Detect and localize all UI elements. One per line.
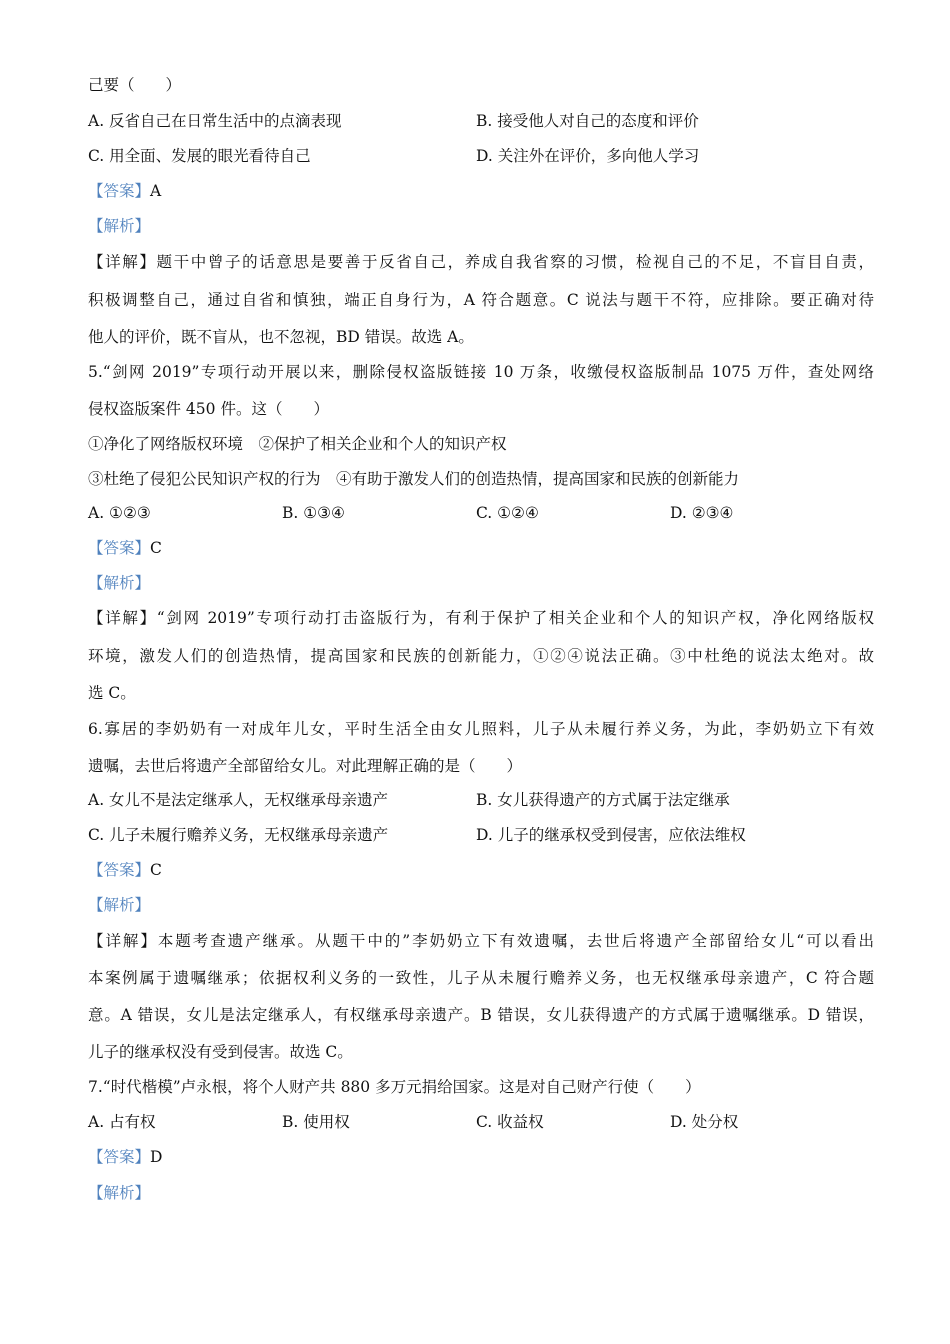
q4-answer-line (88, 180, 161, 202)
q7-option-d: D. 处分权 (670, 1113, 739, 1131)
q6-detail-line-1: 【详解】本题考查遗产继承。从题干中的”李奶奶立下有效遗嘱，去世后将遗产全部留给女儿“可以看出 (88, 932, 874, 950)
q7-stem: 7.“时代楷模”卢永根，将个人财产共 880 多万元捐给国家。这是对自己财产行使（ ） (88, 1078, 701, 1096)
q7-option-b: B. 使用权 (282, 1113, 350, 1131)
q6-option-c: C. 儿子未履行赡养义务，无权继承母亲遗产 (88, 826, 389, 844)
q5-stem-line-2: 侵权盗版案件 450 件。这（ ） (88, 400, 329, 418)
detail-label: 【详解】 (88, 932, 158, 950)
q5-statement-line-2: ③杜绝了侵犯公民知识产权的行为 ④有助于激发人们的创造热情，提高国家和民族的创新能力 (88, 470, 740, 488)
detail-label: 【详解】 (88, 609, 157, 627)
q4-option-c: C. 用全面、发展的眼光看待自己 (88, 147, 311, 165)
q5-answer-line (88, 537, 162, 559)
q4-detail-line-3: 他人的评价，既不盲从，也不忽视，BD 错误。故选 A。 (88, 328, 474, 346)
q5-option-c: C. ①②④ (476, 504, 539, 522)
q5-detail-line-3: 选 C。 (88, 684, 136, 702)
detail-label: 【详解】 (88, 253, 157, 271)
q7-answer: D (150, 1148, 163, 1166)
q5-detail-line-1: 【详解】“剑网 2019”专项行动打击盗版行为，有利于保护了相关企业和个人的知识产权，净化网络版权 (88, 609, 874, 627)
q6-option-d: D. 儿子的继承权受到侵害，应依法维权 (476, 826, 746, 844)
q5-option-a: A. ①②③ (88, 504, 151, 522)
q5-option-d: D. ②③④ (670, 504, 734, 522)
q5-statement-line-1: ①净化了网络版权环境 ②保护了相关企业和个人的知识产权 (88, 435, 507, 453)
q7-analysis-label: 【解析】 (88, 1184, 151, 1202)
q4-stem-tail: 己要（ ） (88, 76, 182, 94)
answer-label: 【答案】 (88, 182, 151, 200)
q6-detail-line-4: 儿子的继承权没有受到侵害。故选 C。 (88, 1043, 353, 1061)
q4-detail-line-1: 【详解】题干中曾子的话意思是要善于反省自己，养成自我省察的习惯，检视自己的不足，不盲目自责， (88, 253, 874, 271)
q5-option-b: B. ①③④ (282, 504, 345, 522)
q4-answer: A (150, 182, 162, 200)
q5-detail-line-2: 环境，激发人们的创造热情，提高国家和民族的创新能力，①②④说法正确。③中杜绝的说法太绝对。故 (88, 647, 874, 665)
q4-option-d: D. 关注外在评价，多向他人学习 (476, 147, 700, 165)
q6-stem-line-2: 遗嘱，去世后将遗产全部留给女儿。对此理解正确的是（ ） (88, 757, 523, 775)
q6-analysis-label: 【解析】 (88, 896, 151, 914)
q7-option-c: C. 收益权 (476, 1113, 544, 1131)
q4-analysis-label: 【解析】 (88, 217, 151, 235)
q5-analysis-label: 【解析】 (88, 574, 151, 592)
q6-option-a: A. 女儿不是法定继承人，无权继承母亲遗产 (88, 791, 389, 809)
q5-answer: C (150, 539, 162, 557)
q7-answer-line (88, 1146, 162, 1168)
q6-answer-line (88, 859, 162, 881)
q6-stem-line-1: 6.寡居的李奶奶有一对成年儿女，平时生活全由女儿照料，儿子从未履行养义务，为此，李奶奶立下有效 (88, 720, 874, 738)
q4-option-b: B. 接受他人对自己的态度和评价 (476, 112, 699, 130)
q6-detail-line-3: 意。A 错误，女儿是法定继承人，有权继承母亲遗产。B 错误，女儿获得遗产的方式属于遗嘱继承。D 错误， (88, 1006, 874, 1024)
q6-answer: C (150, 861, 162, 879)
q4-option-a: A. 反省自己在日常生活中的点滴表现 (88, 112, 342, 130)
answer-label: 【答案】 (88, 539, 151, 557)
q6-detail-line-2: 本案例属于遗嘱继承；依据权利义务的一致性，儿子从未履行赡养义务，也无权继承母亲遗产，C 符合题 (88, 969, 874, 987)
answer-label: 【答案】 (88, 861, 151, 879)
answer-label: 【答案】 (88, 1148, 151, 1166)
q4-detail-line-2: 积极调整自己，通过自省和慎独，端正自身行为，A 符合题意。C 说法与题干不符，应排除。要正确对待 (88, 291, 874, 309)
q5-stem-line-1: 5.“剑网 2019”专项行动开展以来，删除侵权盗版链接 10 万条，收缴侵权盗版制品 1075 万件，查处网络 (88, 363, 874, 381)
q6-option-b: B. 女儿获得遗产的方式属于法定继承 (476, 791, 730, 809)
q7-option-a: A. 占有权 (88, 1113, 156, 1131)
